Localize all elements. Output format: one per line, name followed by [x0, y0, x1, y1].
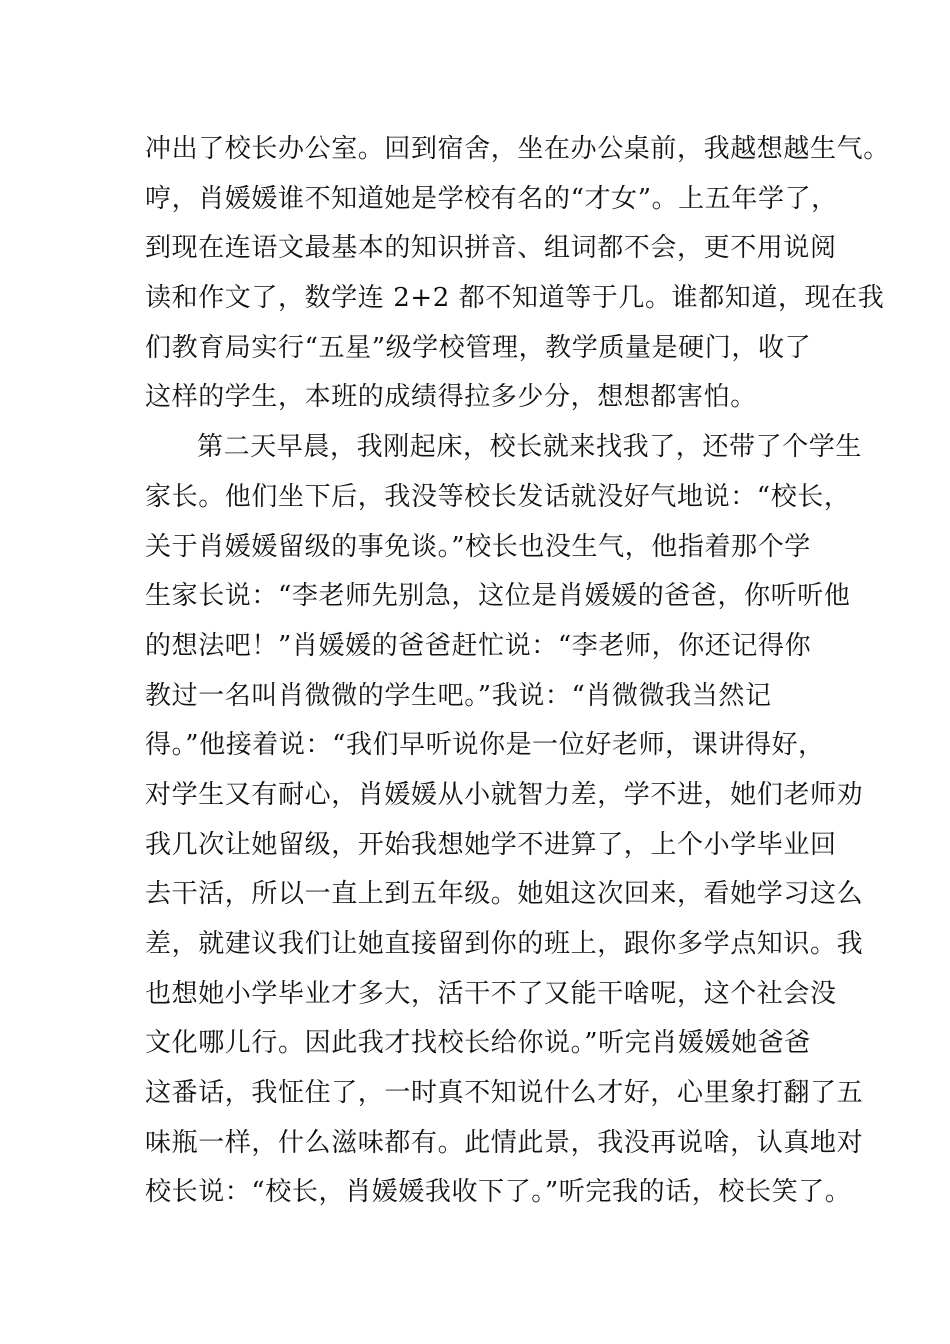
text-line-16: 去干活，所以一直上到五年级。她姐这次回来，看她学习这么 — [145, 879, 864, 910]
text-line-6: 这样的学生，本班的成绩得拉多少分，想想都害怕。 — [145, 382, 757, 413]
text-line-17: 差，就建议我们让她直接留到你的班上，跟你多学点知识。我 — [145, 929, 864, 959]
text-line-1: 冲出了校长办公室。回到宿舍，坐在办公桌前，我越想越生气。 — [145, 134, 890, 164]
paragraph-start-line: 第二天早晨，我刚起床，校长就来找我了，还带了个学生 — [197, 432, 863, 463]
body-text — [145, 125, 890, 1218]
text-line-11: 的想法吧！”肖媛媛的爸爸赶忙说：“李老师，你还记得你 — [145, 630, 812, 661]
text-line-12: 教过一名叫肖微微的学生吧。”我说：“肖微微我当然记 — [145, 680, 772, 711]
text-line-8: 家长。他们坐下后，我没等校长发话就没好气地说：“校长， — [145, 481, 851, 512]
text-line-22: 校长说：“校长，肖媛媛我收下了。”听完我的话，校长笑了。 — [145, 1177, 852, 1208]
text-line-5: 们教育局实行“五星”级学校管理，教学质量是硬门，收了 — [145, 332, 812, 363]
text-line-9: 关于肖媛媛留级的事免谈。”校长也没生气，他指着那个学 — [145, 531, 811, 562]
text-line-18: 也想她小学毕业才多大，活干不了又能干啥呢，这个社会没 — [145, 978, 837, 1009]
text-line-14: 对学生又有耐心，肖媛媛从小就智力差，学不进，她们老师劝 — [145, 779, 864, 810]
text-line-3: 到现在连语文最基本的知识拼音、组词都不会，更不用说阅 — [145, 233, 837, 264]
text-line-4: 读和作文了，数学连 2+2 都不知道等于几。谁都知道，现在我 — [145, 283, 885, 314]
text-line-2: 哼，肖媛媛谁不知道她是学校有名的“才女”。上五年学了， — [145, 183, 838, 214]
text-line-19: 文化哪儿行。因此我才找校长给你说。”听完肖媛媛她爸爸 — [145, 1028, 811, 1059]
text-line-13: 得。”他接着说：“我们早听说你是一位好老师，课讲得好， — [145, 730, 825, 761]
text-line-20: 这番话，我怔住了，一时真不知说什么才好，心里象打翻了五 — [145, 1078, 864, 1109]
text-line-10: 生家长说：“李老师先别急，这位是肖媛媛的爸爸，你听听他 — [145, 581, 851, 612]
text-line-15: 我几次让她留级，开始我想她学不进算了，上个小学毕业回 — [145, 829, 837, 860]
text-line-21: 味瓶一样，什么滋味都有。此情此景，我没再说啥，认真地对 — [145, 1127, 864, 1158]
